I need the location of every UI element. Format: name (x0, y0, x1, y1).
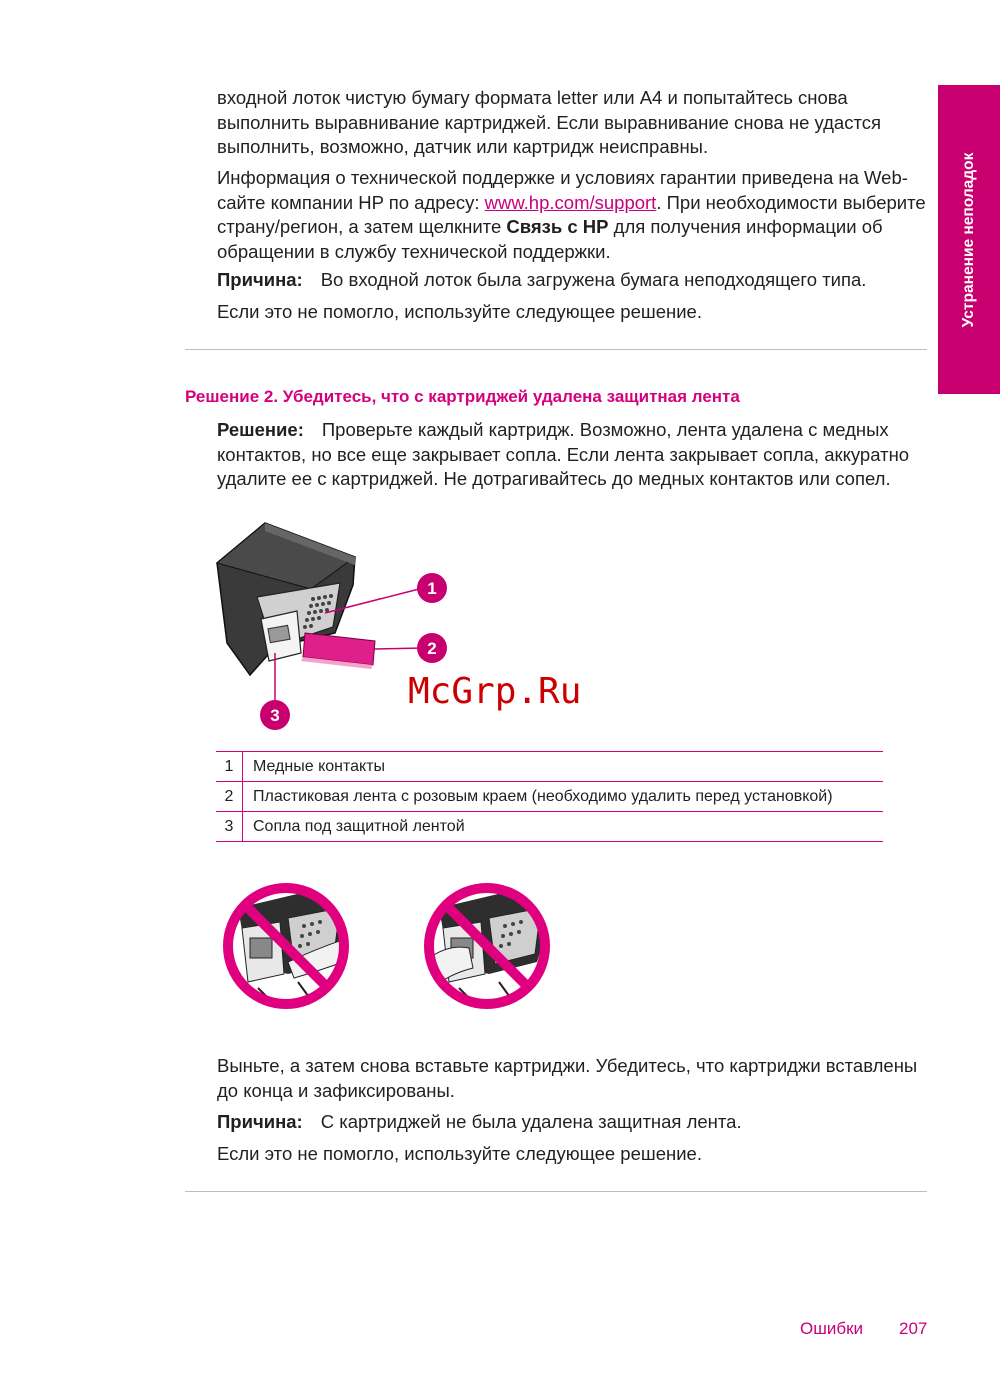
support-text-1: Информация о технической поддержке и условиях гарантии приведена на Web-сайте компании HP по адресу: (217, 167, 908, 213)
watermark: McGrp.Ru (408, 671, 582, 712)
legend-num: 1 (216, 752, 243, 782)
section-title: Решение 2. Убедитесь, что с картриджей удалена защитная лента (185, 387, 740, 406)
next-solution-text-2: Если это не помогло, используйте следующее решение. (217, 1143, 702, 1164)
cause-label: Причина: (217, 269, 303, 290)
callout-2: 2 (427, 639, 437, 658)
cause-text: Во входной лоток была загружена бумага неподходящего типа. (320, 269, 867, 290)
side-tab (938, 85, 1000, 394)
solution-label: Решение: (217, 419, 304, 440)
solution-text: Проверьте каждый картридж. Возможно, лента удалена с медных контактов, но все еще закрывает сопла. Если лента закрывает сопла, аккуратно удалите ее с картриджей. Не дотрагивайтесь до медных контактов или сопел. (217, 419, 910, 489)
legend-text: Медные контакты (243, 752, 884, 782)
divider-bottom (185, 1191, 927, 1192)
cause-label-2: Причина: (217, 1111, 303, 1132)
next-solution-text: Если это не помогло, используйте следующее решение. (217, 301, 702, 322)
do-not-touch-nozzles-icon (419, 878, 555, 1014)
solution-paragraph (217, 418, 932, 492)
side-tab-label: Устранение неполадок (960, 152, 977, 327)
divider (185, 349, 927, 350)
support-text-3: для получения информации об обращении в службу технической поддержки. (217, 216, 883, 262)
intro-paragraph: входной лоток чистую бумагу формата letter или A4 и попытайтесь снова выполнить выравнивание картриджей. Если выравнивание снова не удастся выполнить, возможно, датчик или картридж неисправны. (217, 87, 882, 157)
do-not-touch-contacts-icon (218, 878, 354, 1014)
table-row (216, 752, 883, 782)
callout-1: 1 (427, 579, 437, 598)
legend-text: Сопла под защитной лентой (243, 812, 884, 842)
table-row (216, 812, 883, 842)
callout-3: 3 (270, 706, 280, 725)
cause-paragraph-2 (217, 1110, 932, 1135)
page-number: 207 (899, 1319, 928, 1338)
footer-section: Ошибки (800, 1319, 864, 1338)
contact-hp-label: Связь с HP (506, 216, 609, 237)
legend-table (216, 751, 883, 842)
support-paragraph (217, 166, 932, 264)
cause-paragraph (217, 268, 932, 293)
legend-text: Пластиковая лента с розовым краем (необходимо удалить перед установкой) (243, 782, 884, 812)
cause-text-2: С картриджей не была удалена защитная лента. (320, 1111, 742, 1132)
table-row (216, 782, 883, 812)
reinsert-paragraph: Выньте, а затем снова вставьте картриджи. Убедитесь, что картриджи вставлены до конца и зафиксированы. (217, 1055, 918, 1101)
support-text-2: . При необходимости выберите страну/регион, а затем щелкните (217, 191, 926, 237)
support-link[interactable]: www.hp.com/support (484, 191, 657, 213)
legend-num: 2 (216, 782, 243, 812)
legend-num: 3 (216, 812, 243, 842)
